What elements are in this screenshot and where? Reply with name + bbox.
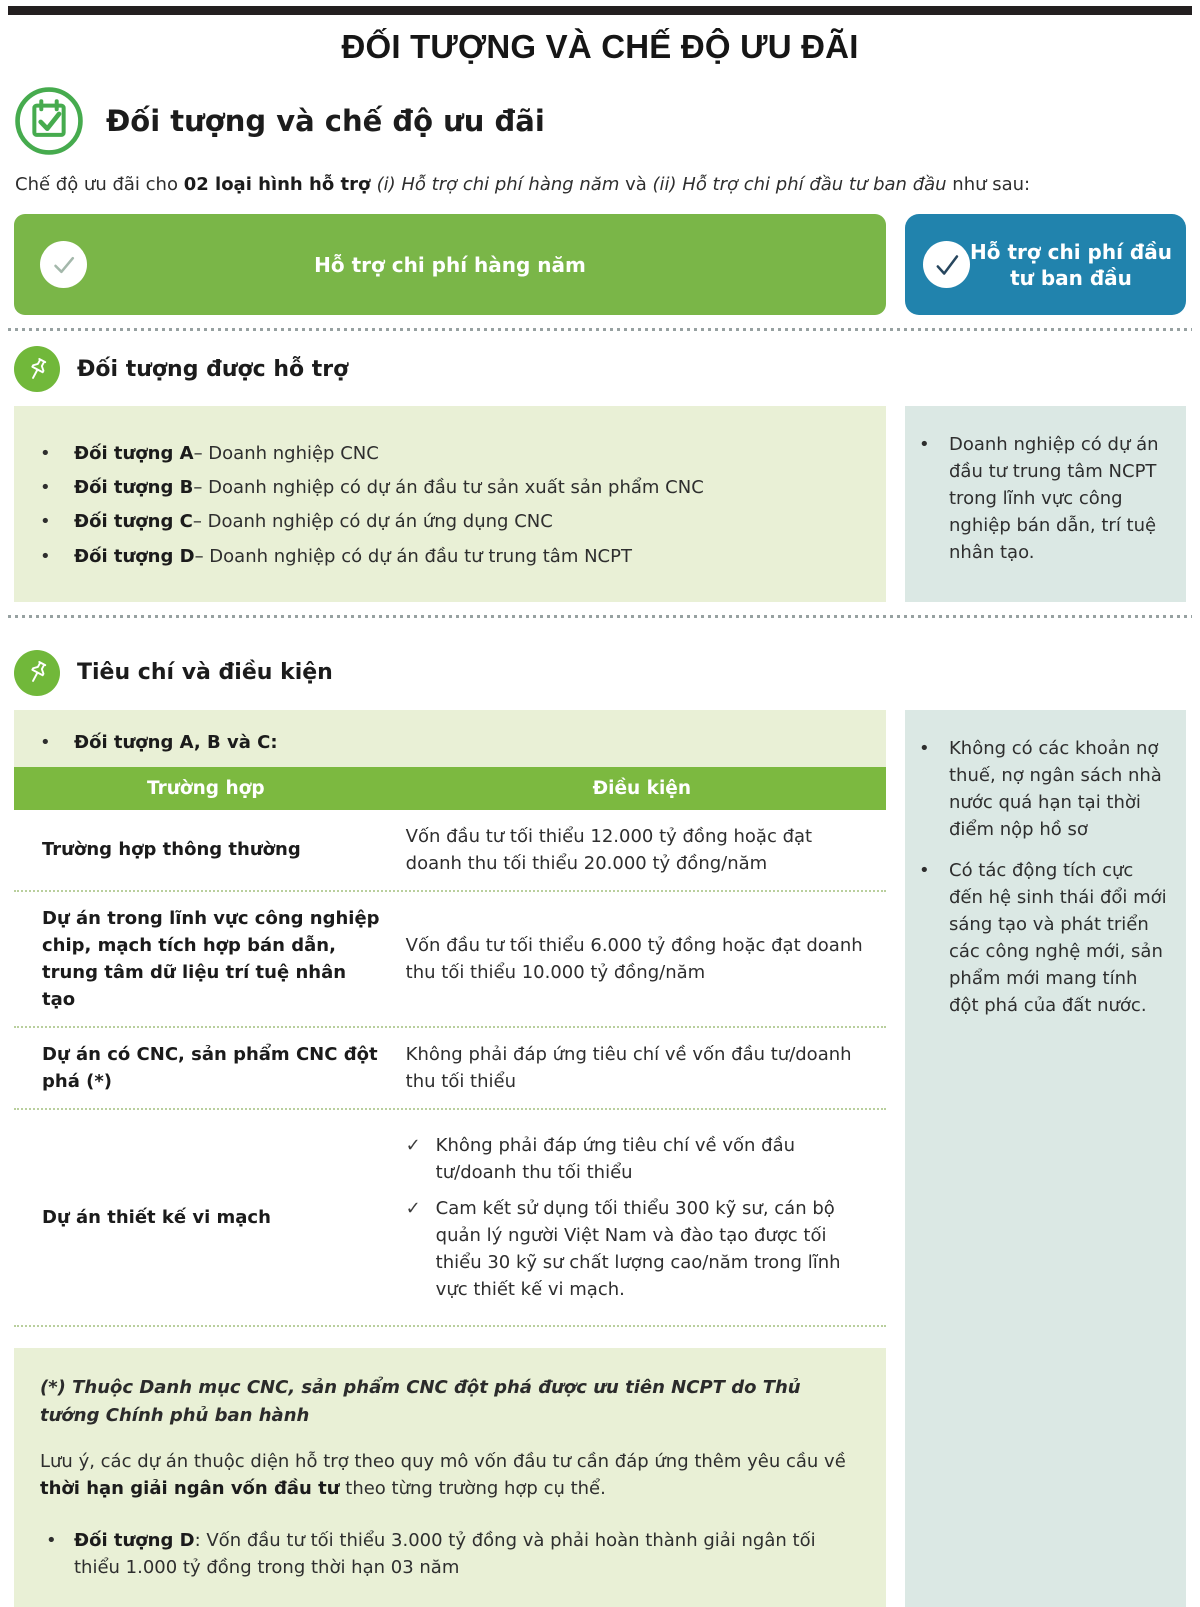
side-note-text: Có tác động tích cực đến hệ sinh thái đổi mới sáng tạo và phát triển các công nghệ mới, sản phẩm mới mang tính đột phá của đất nước.	[949, 859, 1167, 1016]
row-case: Dự án có CNC, sản phẩm CNC đột phá (*)	[42, 1043, 378, 1092]
side-note	[919, 735, 1170, 843]
supported-item-c	[40, 509, 856, 534]
criteria-table-header	[14, 767, 886, 810]
table-row	[14, 892, 886, 1028]
supported-item-term: Đối tượng B	[74, 477, 194, 499]
dotted-divider	[8, 615, 1192, 618]
criteria-main-column	[14, 710, 886, 1607]
side-note	[919, 431, 1170, 566]
dotted-divider	[8, 328, 1192, 331]
criteria-side-note-box	[905, 710, 1186, 1607]
note-seg-3: theo từng trường hợp cụ thể.	[339, 1478, 606, 1500]
condition-check-item	[406, 1132, 868, 1186]
criteria-subject-box	[14, 710, 886, 767]
bullet-icon: •	[40, 443, 51, 464]
side-note-text: Không có các khoản nợ thuế, nợ ngân sách nhà nước quá hạn tại thời điểm nộp hồ sơ	[949, 737, 1162, 840]
table-row	[14, 810, 886, 892]
intro-seg-2: 02 loại hình hỗ trợ	[183, 174, 377, 195]
subject-d-item	[40, 1527, 856, 1581]
condition-text: Cam kết sử dụng tối thiểu 300 kỹ sư, cán bộ quản lý người Việt Nam và đào tạo được tối thiểu 30 kỹ sư chất lượng cao/năm trong lĩnh vực thiết kế vi mạch.	[435, 1197, 841, 1300]
supported-item-b	[40, 475, 856, 500]
banner-annual-cost-support	[14, 214, 886, 315]
support-type-banners	[0, 214, 1200, 315]
supported-item-term: Đối tượng D	[74, 545, 195, 567]
row-condition: Vốn đầu tư tối thiểu 6.000 tỷ đồng hoặc đạt doanh thu tối thiểu 10.000 tỷ đồng/năm	[405, 934, 863, 983]
subject-d-text	[74, 1527, 856, 1581]
supported-heading: Đối tượng được hỗ trợ	[77, 356, 349, 382]
bullet-icon: •	[40, 511, 51, 533]
table-row	[14, 1110, 886, 1327]
supported-section	[0, 406, 1200, 602]
document-page	[0, 6, 1200, 1607]
intro-seg-4: và	[619, 174, 653, 195]
pushpin-icon	[14, 650, 60, 696]
column-header-case: Trường hợp	[147, 777, 265, 799]
row-condition-list	[398, 1123, 886, 1312]
supported-item-desc: – Doanh nghiệp có dự án đầu tư trung tâm NCPT	[194, 545, 632, 567]
subject-d-rest: : Vốn đầu tư tối thiểu 3.000 tỷ đồng và phải hoàn thành giải ngân tối thiểu 1.000 tỷ đồng trong thời hạn 03 năm	[74, 1530, 816, 1579]
criteria-section-header	[0, 650, 1200, 696]
top-divider-bar	[8, 6, 1192, 15]
bullet-icon: •	[46, 1530, 57, 1552]
check-icon: ✓	[405, 1197, 421, 1219]
bullet-icon: •	[919, 737, 930, 759]
column-header-condition: Điều kiện	[592, 777, 692, 799]
intro-seg-6: như sau:	[946, 174, 1031, 195]
intro-seg-5: (ii) Hỗ trợ chi phí đầu tư ban đầu	[652, 174, 947, 195]
row-case: Dự án thiết kế vi mạch	[42, 1206, 271, 1228]
subject-d-term: Đối tượng D	[74, 1530, 195, 1552]
bullet-icon: •	[919, 859, 930, 881]
note-seg-1: Lưu ý, các dự án thuộc diện hỗ trợ theo quy mô vốn đầu tư cần đáp ứng thêm yêu cầu về	[40, 1450, 846, 1472]
supported-section-header	[0, 346, 1200, 392]
banner-initial-investment-support	[905, 214, 1186, 315]
check-circle-icon	[40, 241, 87, 288]
criteria-section	[0, 710, 1200, 1607]
supported-list-box	[14, 406, 886, 602]
row-condition: Vốn đầu tư tối thiểu 12.000 tỷ đồng hoặc đạt doanh thu tối thiểu 20.000 tỷ đồng/năm	[405, 825, 813, 874]
condition-check-item	[406, 1195, 868, 1303]
intro-paragraph	[0, 174, 1200, 195]
supported-item-term: Đối tượng A	[74, 443, 194, 464]
bullet-icon: •	[919, 434, 930, 455]
page-title: ĐỐI TƯỢNG VÀ CHẾ ĐỘ ƯU ĐÃI	[341, 28, 859, 65]
supported-item-term: Đối tượng C	[74, 511, 193, 533]
bullet-icon: •	[40, 545, 51, 567]
condition-text: Không phải đáp ứng tiêu chí về vốn đầu tư/doanh thu tối thiểu	[435, 1134, 796, 1183]
footnote-asterisk: (*) Thuộc Danh mục CNC, sản phẩm CNC đột phá được ưu tiên NCPT do Thủ tướng Chính phủ ban hành	[40, 1376, 801, 1426]
row-condition: Không phải đáp ứng tiêu chí về vốn đầu tư/doanh thu tối thiểu	[405, 1043, 852, 1092]
section-title: Đối tượng và chế độ ưu đãi	[106, 104, 545, 138]
check-circle-icon	[923, 241, 970, 288]
row-case: Dự án trong lĩnh vực công nghiệp chip, mạch tích hợp bán dẫn, trung tâm dữ liệu trí tuệ nhân tạo	[42, 907, 380, 1010]
supported-item-a	[40, 441, 856, 466]
bullet-icon: •	[40, 731, 51, 753]
footnote-note	[40, 1448, 856, 1504]
side-note	[919, 857, 1170, 1019]
intro-seg-3: (i) Hỗ trợ chi phí hàng năm	[376, 174, 620, 195]
bullet-icon: •	[40, 477, 51, 499]
intro-seg-1: Chế độ ưu đãi cho	[15, 174, 184, 195]
footnote-box	[14, 1348, 886, 1607]
banner-annual-label: Hỗ trợ chi phí hàng năm	[314, 252, 586, 277]
supported-item-desc: – Doanh nghiệp có dự án đầu tư sản xuất sản phẩm CNC	[193, 477, 704, 499]
supported-item-d	[40, 544, 856, 569]
criteria-subject-line	[40, 732, 856, 753]
table-row	[14, 1028, 886, 1110]
criteria-heading: Tiêu chí và điều kiện	[77, 660, 333, 686]
banner-initial-label: Hỗ trợ chi phí đầu tư ban đầu	[970, 239, 1172, 290]
row-case: Trường hợp thông thường	[42, 839, 301, 861]
side-note-text: Doanh nghiệp có dự án đầu tư trung tâm NCPT trong lĩnh vực công nghiệp bán dẫn, trí tuệ nhân tạo.	[949, 434, 1159, 563]
check-icon: ✓	[405, 1134, 421, 1156]
note-seg-2: thời hạn giải ngân vốn đầu tư	[40, 1478, 340, 1500]
supported-item-desc: – Doanh nghiệp CNC	[193, 443, 379, 464]
criteria-subject-label: Đối tượng A, B và C:	[74, 731, 278, 753]
supported-item-desc: – Doanh nghiệp có dự án ứng dụng CNC	[192, 511, 553, 533]
section-header	[0, 84, 1200, 158]
calendar-check-icon	[12, 84, 86, 158]
pushpin-icon	[14, 346, 60, 392]
supported-side-note-box	[905, 406, 1186, 602]
